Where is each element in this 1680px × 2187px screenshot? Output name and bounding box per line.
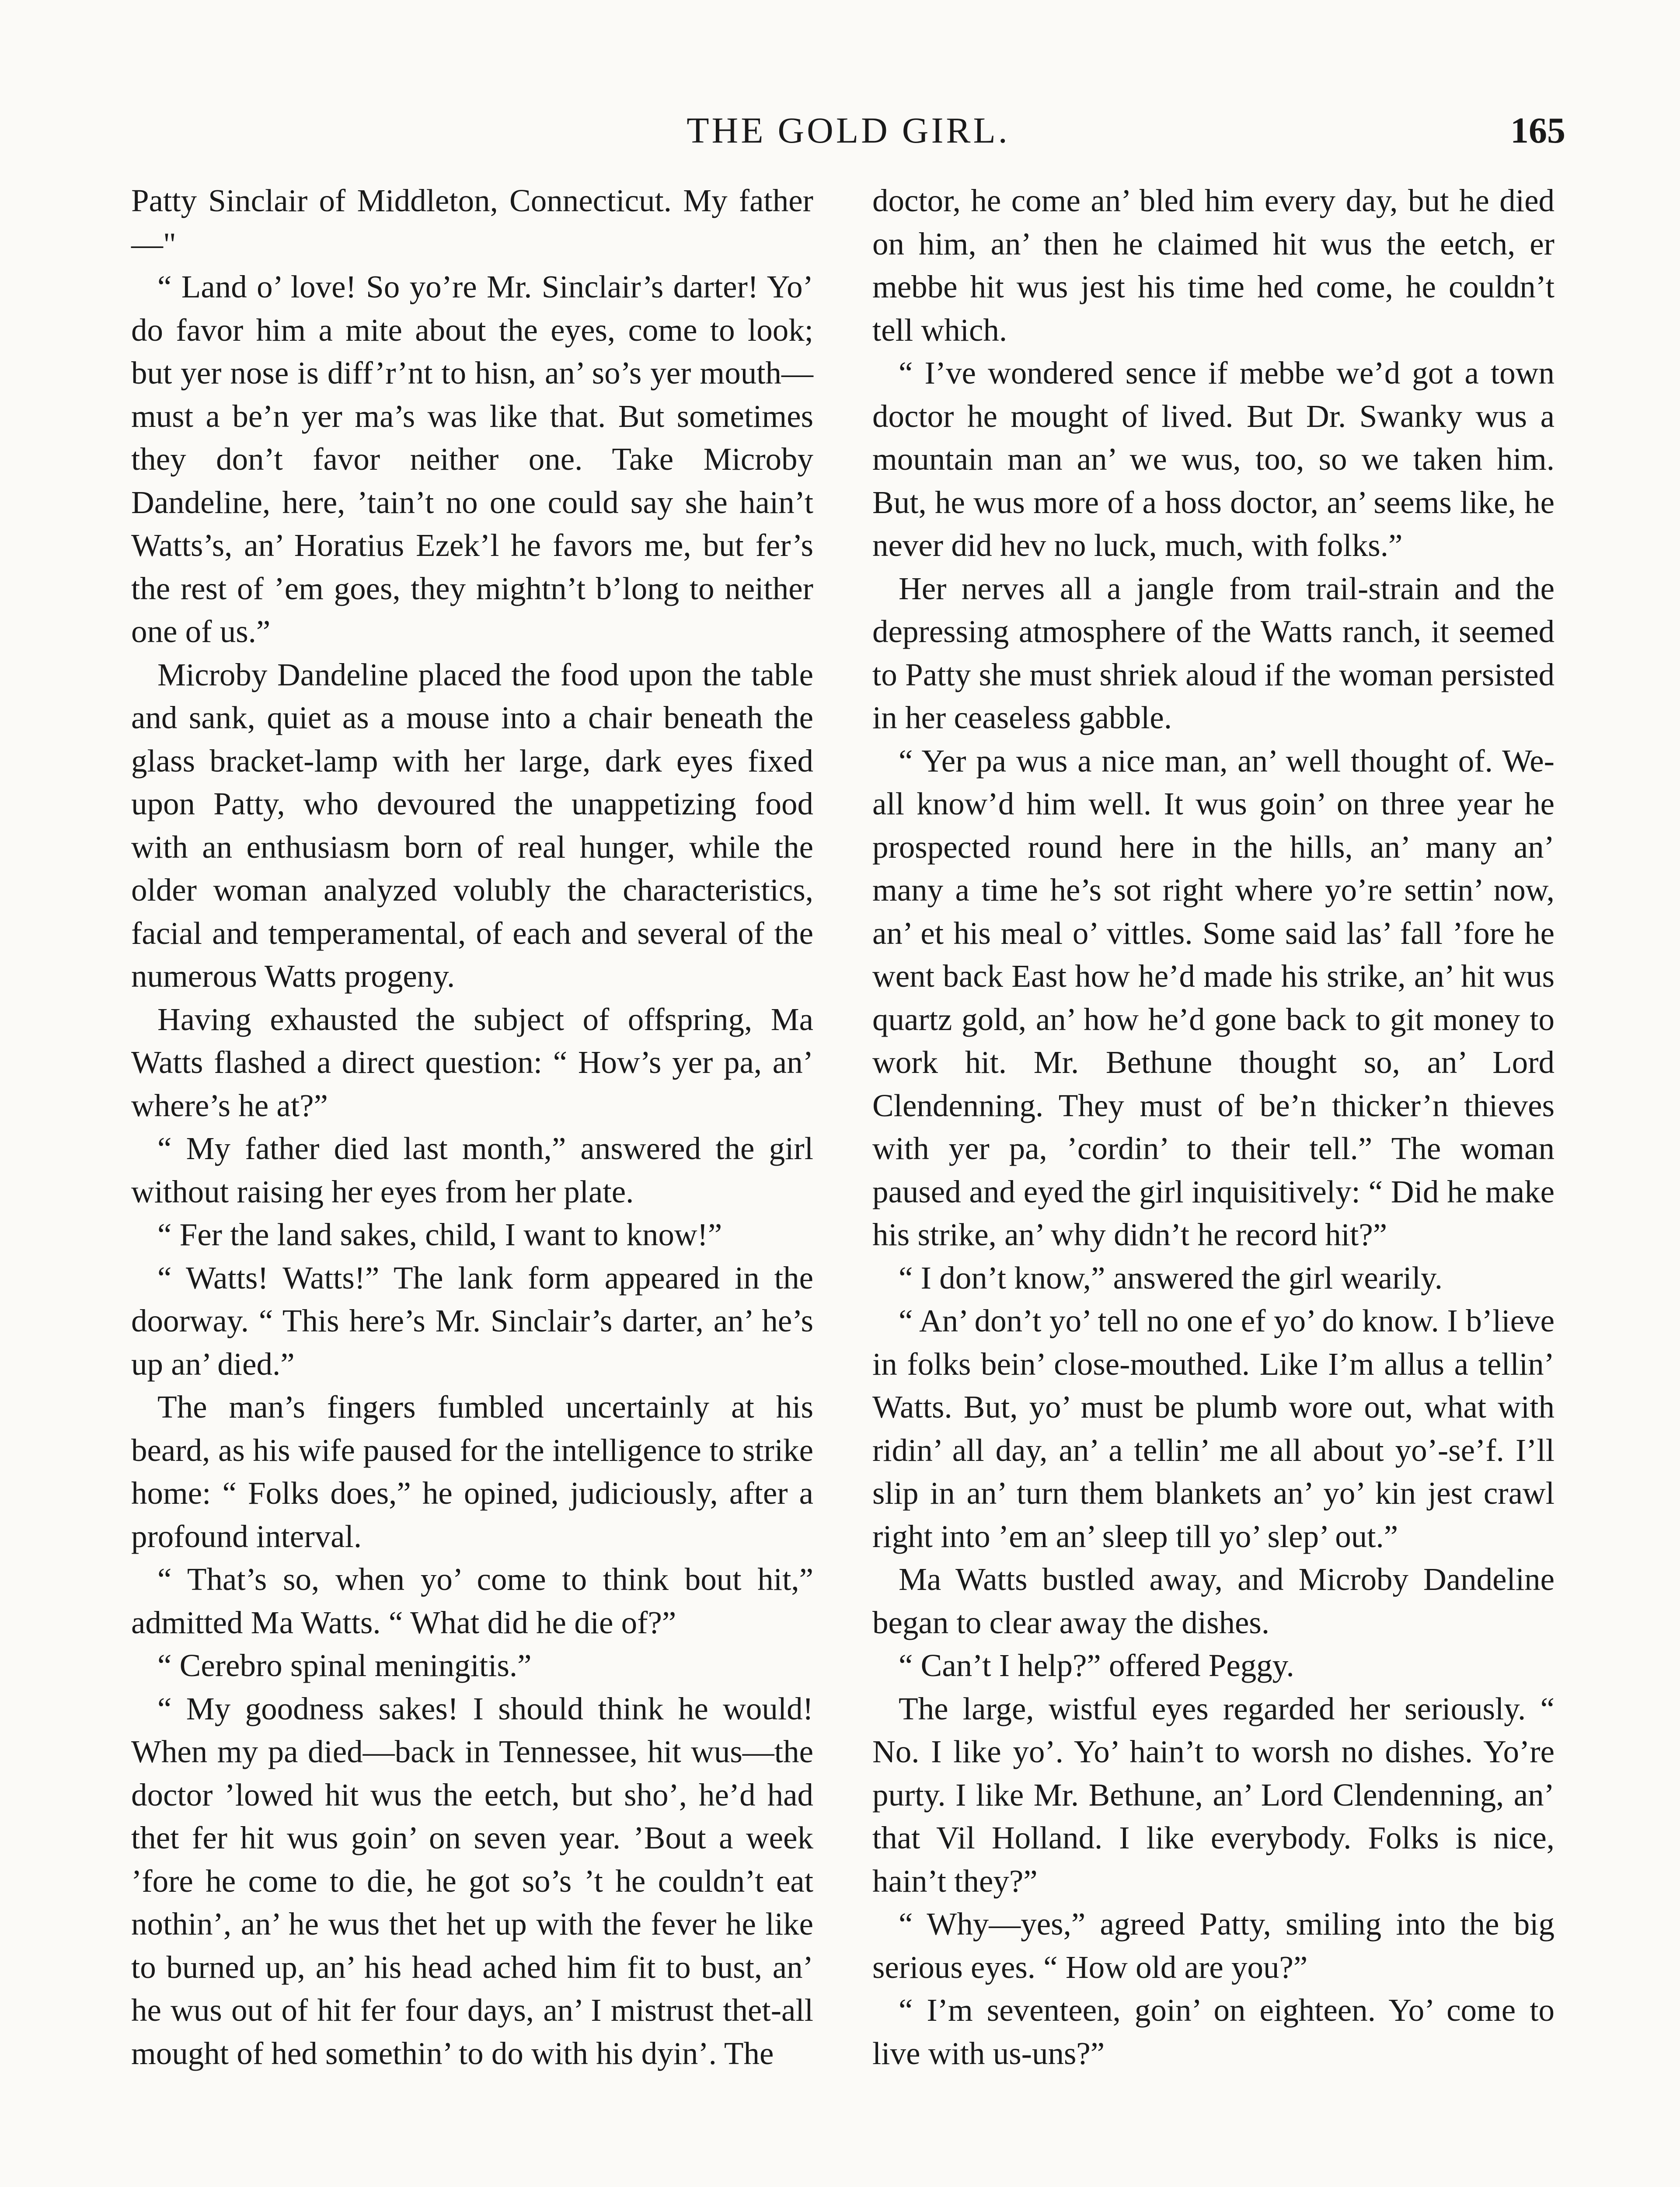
paragraph: “ An’ don’t yo’ tell no one ef yo’ do know. I b’lieve in folks bein’ close-mouthed. Like I’m allus a tellin’ Watts. But, yo’ must be plumb wore out, what with ridin’ all day, an’ a tellin’ me all about yo’-se’f. I’ll slip in an’ turn them blankets an’ yo’ kin jest crawl right into ’em an’ sleep till yo’ slep’ out.” xyxy=(872,1303,1555,1554)
running-title: THE GOLD GIRL. xyxy=(687,110,1010,151)
paragraph: “ Yer pa wus a nice man, an’ well thought of. We-all know’d him well. It wus goin’ on three year he prospected round here in the hills, an’ many an’ many a time he’s sot right where yo’re settin’ now, an’ et his meal o’ vittles. Some said las’ fall ’fore he went back East how he’d made his strike, an’ hit wus quartz gold, an’ how he’d gone back to git money to work hit. Mr. Bethune thought so, an’ Lord Clendenning. They must of be’n thicker’n thieves with yer pa, ’cordin’ to their tell.” The woman paused and eyed the girl inquisitively: “ Did he make his strike, an’ why didn’t he record hit?” xyxy=(872,743,1555,1252)
paragraph: Ma Watts bustled away, and Microby Dandeline began to clear away the dishes. xyxy=(872,1562,1555,1640)
page-number: 165 xyxy=(1510,110,1565,151)
paragraph: Microby Dandeline placed the food upon the table and sank, quiet as a mouse into a chair beneath the glass bracket-lamp with her large, dark eyes fixed upon Patty, who devoured the unappetizing food with an enthusiasm born of real hunger, while the older woman analyzed volubly the characteristics, facial and temperamental, of each and several of the numerous Watts progeny. xyxy=(131,657,813,994)
paragraph: The man’s fingers fumbled uncertainly at his beard, as his wife paused for the intelligence to strike home: “ Folks does,” he opined, judiciously, after a profound interval. xyxy=(131,1389,813,1554)
page-header xyxy=(131,109,1565,157)
paragraph: “ My goodness sakes! I should think he would! When my pa died—back in Tennessee, hit wus—the doctor ’lowed hit wus the eetch, but sho’, he’d had thet fer hit wus goin’ on seven year. ’Bout a week ’fore he come to die, he got so’s ’t he couldn’t eat nothin’, an’ he wus thet het up with the fever he like to burned up, an’ his head ached him fit to bust, an’ he wus out of hit fer four days, an’ I mistrust thet-all mought of hed somethin’ to do with his dyin’. The xyxy=(131,1691,813,2071)
paragraph: “ Watts! Watts!” The lank form appeared in the doorway. “ This here’s Mr. Sinclair’s darter, an’ he’s up an’ died.” xyxy=(131,1260,813,1382)
paragraph: Her nerves all a jangle from trail-strain and the depressing atmosphere of the Watts ranch, it seemed to Patty she must shriek aloud if the woman persisted in her ceaseless gabble. xyxy=(872,570,1555,735)
paragraph: “ I’ve wondered sence if mebbe we’d got a town doctor he mought of lived. But Dr. Swanky wus a mountain man an’ we wus, too, so we taken him. But, he wus more of a hoss doctor, an’ seems like, he never did hev no luck, much, with folks.” xyxy=(872,355,1555,563)
paragraph: “ That’s so, when yo’ come to think bout hit,” admitted Ma Watts. “ What did he die of?” xyxy=(131,1562,813,1640)
left-column xyxy=(131,179,813,2075)
paragraph: “ Cerebro spinal meningitis.” xyxy=(157,1648,532,1683)
paragraph: “ I’m seventeen, goin’ on eighteen. Yo’ come to live with us-uns?” xyxy=(872,1992,1555,2071)
paragraph: “ Why—yes,” agreed Patty, smiling into the big serious eyes. “ How old are you?” xyxy=(872,1906,1555,1985)
paragraph: Having exhausted the subject of offspring, Ma Watts flashed a direct question: “ How’s yer pa, an’ where’s he at?” xyxy=(131,1001,813,1123)
paragraph: “ Can’t I help?” offered Peggy. xyxy=(899,1648,1294,1683)
paragraph: “ I don’t know,” answered the girl wearily. xyxy=(899,1260,1443,1296)
paragraph: Patty Sinclair of Middleton, Connecticut. My father—" xyxy=(131,183,813,262)
paragraph: “ Land o’ love! So yo’re Mr. Sinclair’s darter! Yo’ do favor him a mite about the eyes, come to look; but yer nose is diff’r’nt to hisn, an’ so’s yer mouth—must a be’n yer ma’s was like that. But sometimes they don’t favor neither one. Take Microby Dandeline, here, ’tain’t no one could say she hain’t Watts’s, an’ Horatius Ezek’l he favors me, but fer’s the rest of ’em goes, they mightn’t b’long to neither one of us.” xyxy=(131,269,813,649)
paragraph: doctor, he come an’ bled him every day, but he died on him, an’ then he claimed hit wus the eetch, er mebbe hit wus jest his time hed come, he couldn’t tell which. xyxy=(872,183,1555,348)
right-column xyxy=(872,179,1555,2075)
paragraph: The large, wistful eyes regarded her seriously. “ No. I like yo’. Yo’ hain’t to worsh no dishes. Yo’re purty. I like Mr. Bethune, an’ Lord Clendenning, an’ that Vil Holland. I like everybody. Folks is nice, hain’t they?” xyxy=(872,1691,1555,1899)
paragraph: “ My father died last month,” answered the girl without raising her eyes from her plate. xyxy=(131,1131,813,1209)
paragraph: “ Fer the land sakes, child, I want to know!” xyxy=(157,1217,722,1252)
